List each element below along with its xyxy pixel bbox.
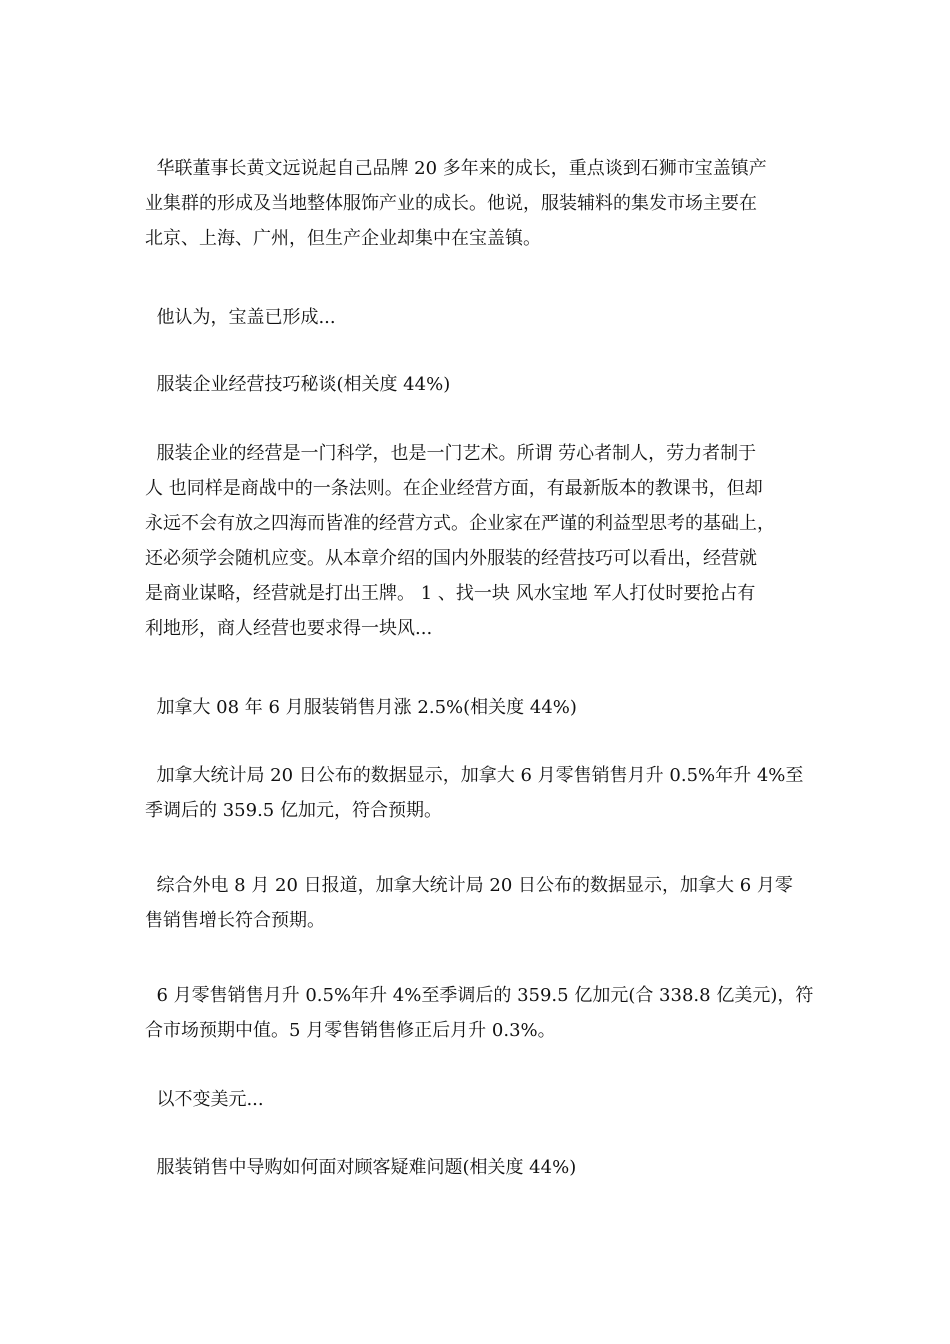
- paragraph-constant-dollars: [145, 1082, 805, 1117]
- paragraph-canada-statistics: [145, 758, 805, 828]
- section-heading-business-tips: [145, 367, 805, 402]
- text-line: 综合外电 8 月 20 日报道，加拿大统计局 20 日公布的数据显示，加拿大 6 月零: [145, 875, 793, 896]
- text-line: 服装销售中导购如何面对顾客疑难问题(相关度 44%): [145, 1157, 577, 1178]
- text-line: 合市场预期中值。5 月零售销售修正后月升 0.3%。: [145, 1020, 556, 1041]
- section-heading-shopping-guide: [145, 1150, 805, 1185]
- text-line: 还必须学会随机应变。从本章介绍的国内外服装的经营技巧可以看出，经营就: [145, 548, 757, 569]
- text-line: 业集群的形成及当地整体服饰产业的成长。他说，服装辅料的集发市场主要在: [145, 193, 757, 214]
- text-line: 服装企业的经营是一门科学，也是一门艺术。所谓 劳心者制人，劳力者制于: [145, 443, 757, 464]
- paragraph-huanian-chairman: [145, 151, 805, 256]
- text-line: 北京、上海、广州，但生产企业却集中在宝盖镇。: [145, 228, 541, 249]
- text-line: 季调后的 359.5 亿加元，符合预期。: [145, 800, 442, 821]
- paragraph-baogai-formed: [145, 300, 805, 335]
- section-heading-canada-sales: [145, 690, 805, 725]
- text-line: 华联董事长黄文远说起自己品牌 20 多年来的成长，重点谈到石狮市宝盖镇产: [145, 158, 767, 179]
- text-line: 利地形，商人经营也要求得一块风...: [145, 618, 433, 639]
- text-line: 以不变美元...: [145, 1089, 264, 1110]
- paragraph-june-retail: [145, 978, 814, 1048]
- text-line: 6 月零售销售月升 0.5%年升 4%至季调后的 359.5 亿加元(合 338.8 亿美元)，符: [145, 985, 814, 1006]
- text-line: 加拿大统计局 20 日公布的数据显示，加拿大 6 月零售销售月升 0.5%年升 4%至: [145, 765, 804, 786]
- text-line: 服装企业经营技巧秘谈(相关度 44%): [145, 374, 451, 395]
- text-line: 他认为，宝盖已形成...: [145, 307, 336, 328]
- text-line: 售销售增长符合预期。: [145, 910, 325, 931]
- text-line: 加拿大 08 年 6 月服装销售月涨 2.5%(相关度 44%): [145, 697, 577, 718]
- paragraph-business-tips: [145, 436, 805, 646]
- text-line: 永远不会有放之四海而皆准的经营方式。企业家在严谨的利益型思考的基础上，: [145, 513, 775, 534]
- text-line: 人 也同样是商战中的一条法则。在企业经营方面，有最新版本的教课书，但却: [145, 478, 763, 499]
- text-line: 是商业谋略，经营就是打出王牌。 1 、找一块 风水宝地 军人打仗时要抢占有: [145, 583, 756, 604]
- paragraph-foreign-report: [145, 868, 805, 938]
